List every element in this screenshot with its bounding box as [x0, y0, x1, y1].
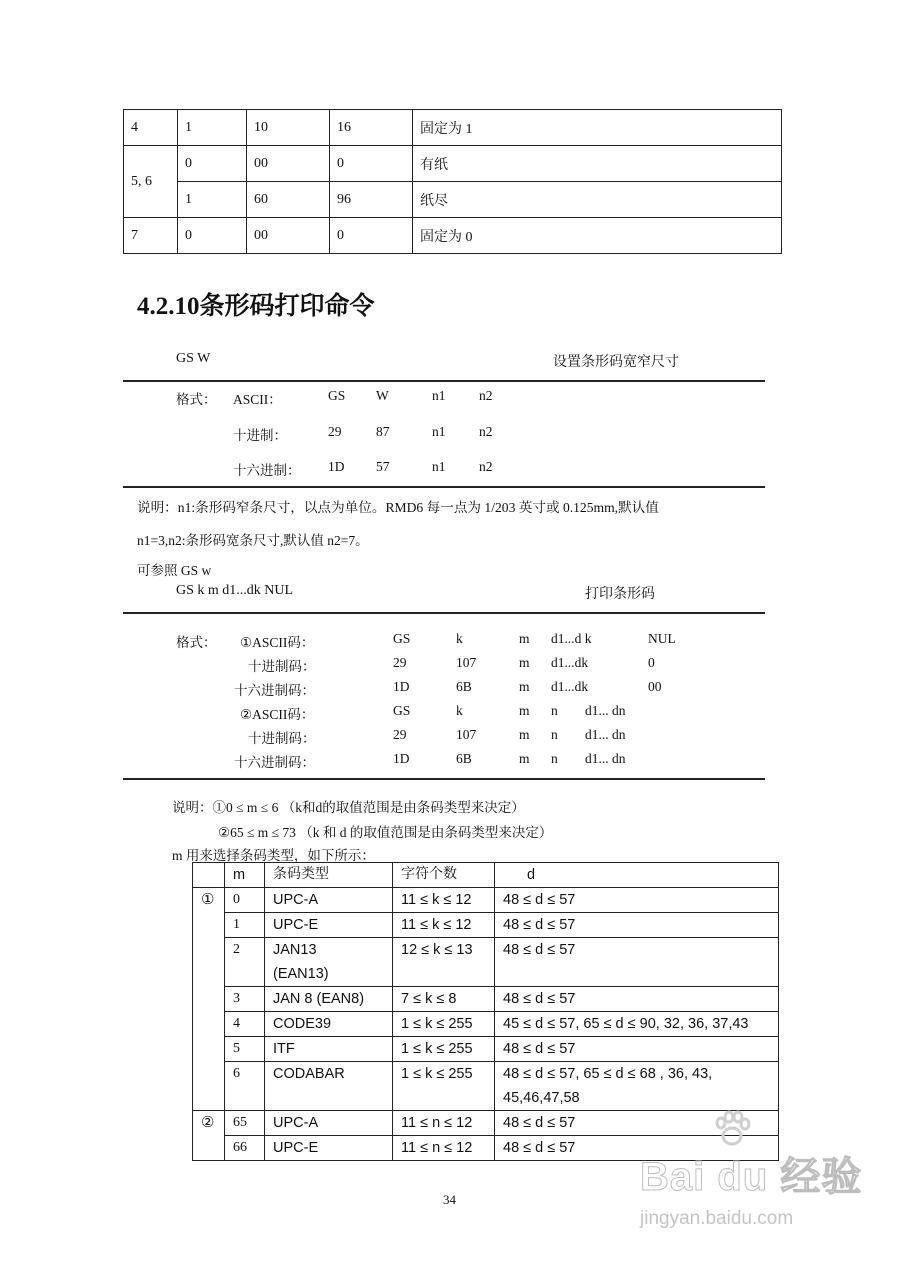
value-cell: 0 [178, 146, 247, 182]
table-row [193, 1111, 779, 1136]
gs-w-cell: n2 [479, 424, 493, 439]
m-cell: 0 [225, 888, 265, 913]
gs-w-note: n1=3,n2:条形码宽条尺寸,默认值 n2=7。 [137, 533, 369, 548]
gs-k-cell: 1D [393, 679, 410, 694]
m-cell: 4 [225, 1012, 265, 1037]
gs-k-cell: 6B [456, 751, 472, 766]
gs-k-row-label: 十进制码： [248, 731, 316, 746]
gs-k-cell: d1...d k [551, 631, 592, 646]
count-cell: 11 ≤ n ≤ 12 [393, 1111, 495, 1136]
gs-w-cell: n2 [479, 388, 493, 403]
hex-cell: 60 [247, 182, 330, 218]
m-cell: 2 [225, 938, 265, 987]
gs-w-cell: n1 [432, 459, 446, 474]
hex-cell: 10 [247, 110, 330, 146]
type-line: (EAN13) [273, 966, 329, 982]
gs-k-cell: m [519, 655, 530, 670]
gs-k-cell: NUL [648, 631, 676, 646]
header-type: 条码类型 [265, 863, 393, 888]
m-cell: 66 [225, 1136, 265, 1161]
gs-w-cell: W [376, 388, 389, 403]
type-cell: UPC-E [265, 1136, 393, 1161]
table-row [193, 888, 779, 913]
gs-k-cell: 29 [393, 655, 407, 670]
gs-w-row-label: 十进制： [233, 428, 287, 443]
section-title: 4.2.10条形码打印命令 [137, 293, 375, 320]
type-cell: ITF [265, 1037, 393, 1062]
table-header-row [193, 863, 779, 888]
count-cell: 11 ≤ k ≤ 12 [393, 913, 495, 938]
desc-cell: 纸尽 [413, 182, 782, 218]
gs-k-cell: 0 [648, 655, 655, 670]
gs-k-cell: n [551, 703, 558, 718]
gs-w-cell: 87 [376, 424, 390, 439]
gs-w-description: 设置条形码宽窄尺寸 [553, 355, 679, 370]
gs-w-cell: 57 [376, 459, 390, 474]
table-row [193, 1012, 779, 1037]
gs-k-cell: 6B [456, 679, 472, 694]
gs-w-cell: n1 [432, 424, 446, 439]
gs-k-cell: n [551, 751, 558, 766]
gs-k-cell: d1...dk [551, 679, 589, 694]
gs-k-cell: d1...dk [551, 655, 589, 670]
barcode-type-table [192, 862, 779, 1161]
dec-cell: 0 [330, 146, 413, 182]
paw-icon [712, 1109, 752, 1149]
table-row [124, 182, 782, 218]
dec-cell: 0 [330, 218, 413, 254]
type-cell: CODE39 [265, 1012, 393, 1037]
gs-w-format-label: 格式： [176, 392, 217, 407]
m-cell: 1 [225, 913, 265, 938]
gs-k-command: GS k m d1...dk NUL [176, 583, 294, 598]
gs-w-cell: 29 [328, 424, 342, 439]
gs-k-cell: m [519, 679, 530, 694]
gs-k-row-label: ①ASCII码： [240, 635, 315, 650]
gs-k-cell: 1D [393, 751, 410, 766]
gs-k-cell: m [519, 751, 530, 766]
gs-k-cell: k [456, 631, 463, 646]
gs-k-cell: k [456, 703, 463, 718]
gs-w-note: 说明：n1:条形码窄条尺寸，以点为单位。RMD6 每一点为 1/203 英寸或 0.125mm,默认值 [137, 500, 659, 515]
gs-k-row-label: 十六进制码： [234, 755, 315, 770]
hex-cell: 00 [247, 218, 330, 254]
group-marker: ② [193, 1111, 225, 1161]
d-cell: 48 ≤ d ≤ 57 [495, 1037, 779, 1062]
gs-k-note: ②65 ≤ m ≤ 73 （k 和 d 的取值范围是由条码类型来决定） [218, 825, 553, 840]
gs-k-note: m 用来选择条码类型，如下所示： [172, 848, 375, 863]
gs-k-description: 打印条形码 [585, 587, 655, 602]
gs-k-format-label: 格式： [176, 635, 217, 650]
count-cell: 7 ≤ k ≤ 8 [393, 987, 495, 1012]
page-number: 34 [443, 1192, 456, 1207]
count-cell: 1 ≤ k ≤ 255 [393, 1037, 495, 1062]
gs-w-row-label: 十六进制： [233, 463, 301, 478]
type-cell: UPC-E [265, 913, 393, 938]
gs-k-cell: GS [393, 703, 411, 718]
gs-k-cell: d1... dn [585, 727, 626, 742]
gs-w-cell: n1 [432, 388, 446, 403]
gs-k-cell: d1... dn [585, 751, 626, 766]
divider [123, 486, 765, 488]
gs-k-cell: 107 [456, 727, 477, 742]
bit-cell: 4 [124, 110, 178, 146]
bit-cell: 5, 6 [124, 146, 178, 218]
group-marker: ① [193, 888, 225, 1111]
m-cell: 5 [225, 1037, 265, 1062]
table-row [193, 987, 779, 1012]
gs-k-cell: m [519, 727, 530, 742]
gs-k-cell: n [551, 727, 558, 742]
count-cell: 1 ≤ k ≤ 255 [393, 1012, 495, 1037]
type-line: JAN13 [273, 942, 317, 958]
type-cell: UPC-A [265, 1111, 393, 1136]
gs-w-row-label: ASCII： [233, 392, 282, 407]
type-cell: JAN 8 (EAN8) [265, 987, 393, 1012]
count-cell: 1 ≤ k ≤ 255 [393, 1062, 495, 1111]
baidu-watermark [640, 1145, 862, 1230]
desc-cell: 固定为 1 [413, 110, 782, 146]
type-cell: UPC-A [265, 888, 393, 913]
gs-k-row-label: 十进制码： [248, 659, 316, 674]
watermark-url: jingyan.baidu.com [640, 1208, 794, 1229]
value-cell: 1 [178, 110, 247, 146]
dec-cell: 16 [330, 110, 413, 146]
type-cell [265, 938, 393, 987]
d-cell: 48 ≤ d ≤ 57 [495, 1111, 779, 1136]
d-cell: 48 ≤ d ≤ 57 [495, 913, 779, 938]
d-cell: 48 ≤ d ≤ 57 [495, 987, 779, 1012]
gs-w-cell: 1D [328, 459, 345, 474]
count-cell: 11 ≤ k ≤ 12 [393, 888, 495, 913]
gs-w-cell: n2 [479, 459, 493, 474]
d-cell: 45 ≤ d ≤ 57, 65 ≤ d ≤ 90, 32, 36, 37,43 [495, 1012, 779, 1037]
header-m: m [225, 863, 265, 888]
d-line: 45,46,47,58 [503, 1090, 580, 1106]
header-d: d [495, 863, 779, 888]
gs-k-cell: m [519, 703, 530, 718]
d-cell [495, 1062, 779, 1111]
gs-w-see-also: 可参照 GS w [137, 563, 212, 578]
gs-k-row-label: ②ASCII码： [240, 707, 315, 722]
m-cell: 65 [225, 1111, 265, 1136]
gs-k-row-label: 十六进制码： [234, 683, 315, 698]
d-cell: 48 ≤ d ≤ 57 [495, 888, 779, 913]
d-cell: 48 ≤ d ≤ 57 [495, 938, 779, 987]
gs-k-cell: GS [393, 631, 411, 646]
gs-k-note: 说明：①0 ≤ m ≤ 6 （k和d的取值范围是由条码类型来决定） [172, 800, 525, 815]
type-cell: CODABAR [265, 1062, 393, 1111]
gs-k-cell: d1... dn [585, 703, 626, 718]
gs-k-cell: 107 [456, 655, 477, 670]
table-row [124, 146, 782, 182]
gs-w-cell: GS [328, 388, 346, 403]
table-row [193, 1062, 779, 1111]
value-cell: 1 [178, 182, 247, 218]
m-cell: 3 [225, 987, 265, 1012]
value-cell: 0 [178, 218, 247, 254]
table-row [193, 938, 779, 987]
divider [123, 380, 765, 382]
gs-k-cell: 29 [393, 727, 407, 742]
table-row [124, 110, 782, 146]
desc-cell: 固定为 0 [413, 218, 782, 254]
divider [123, 612, 765, 614]
count-cell: 11 ≤ n ≤ 12 [393, 1136, 495, 1161]
count-cell: 12 ≤ k ≤ 13 [393, 938, 495, 987]
table-row [193, 913, 779, 938]
table-row [193, 1037, 779, 1062]
m-cell: 6 [225, 1062, 265, 1111]
d-line: 48 ≤ d ≤ 57, 65 ≤ d ≤ 68 , 36, 43, [503, 1066, 713, 1082]
status-table [123, 109, 782, 254]
gs-k-cell: m [519, 631, 530, 646]
table-row [124, 218, 782, 254]
watermark-brand: Bai du 经验 [640, 1155, 863, 1199]
gs-k-cell: 00 [648, 679, 662, 694]
header-count: 字符个数 [393, 863, 495, 888]
dec-cell: 96 [330, 182, 413, 218]
d-cell: 48 ≤ d ≤ 57 [495, 1136, 779, 1161]
gs-w-command: GS W [176, 351, 211, 366]
desc-cell: 有纸 [413, 146, 782, 182]
bit-cell: 7 [124, 218, 178, 254]
hex-cell: 00 [247, 146, 330, 182]
divider [123, 778, 765, 780]
